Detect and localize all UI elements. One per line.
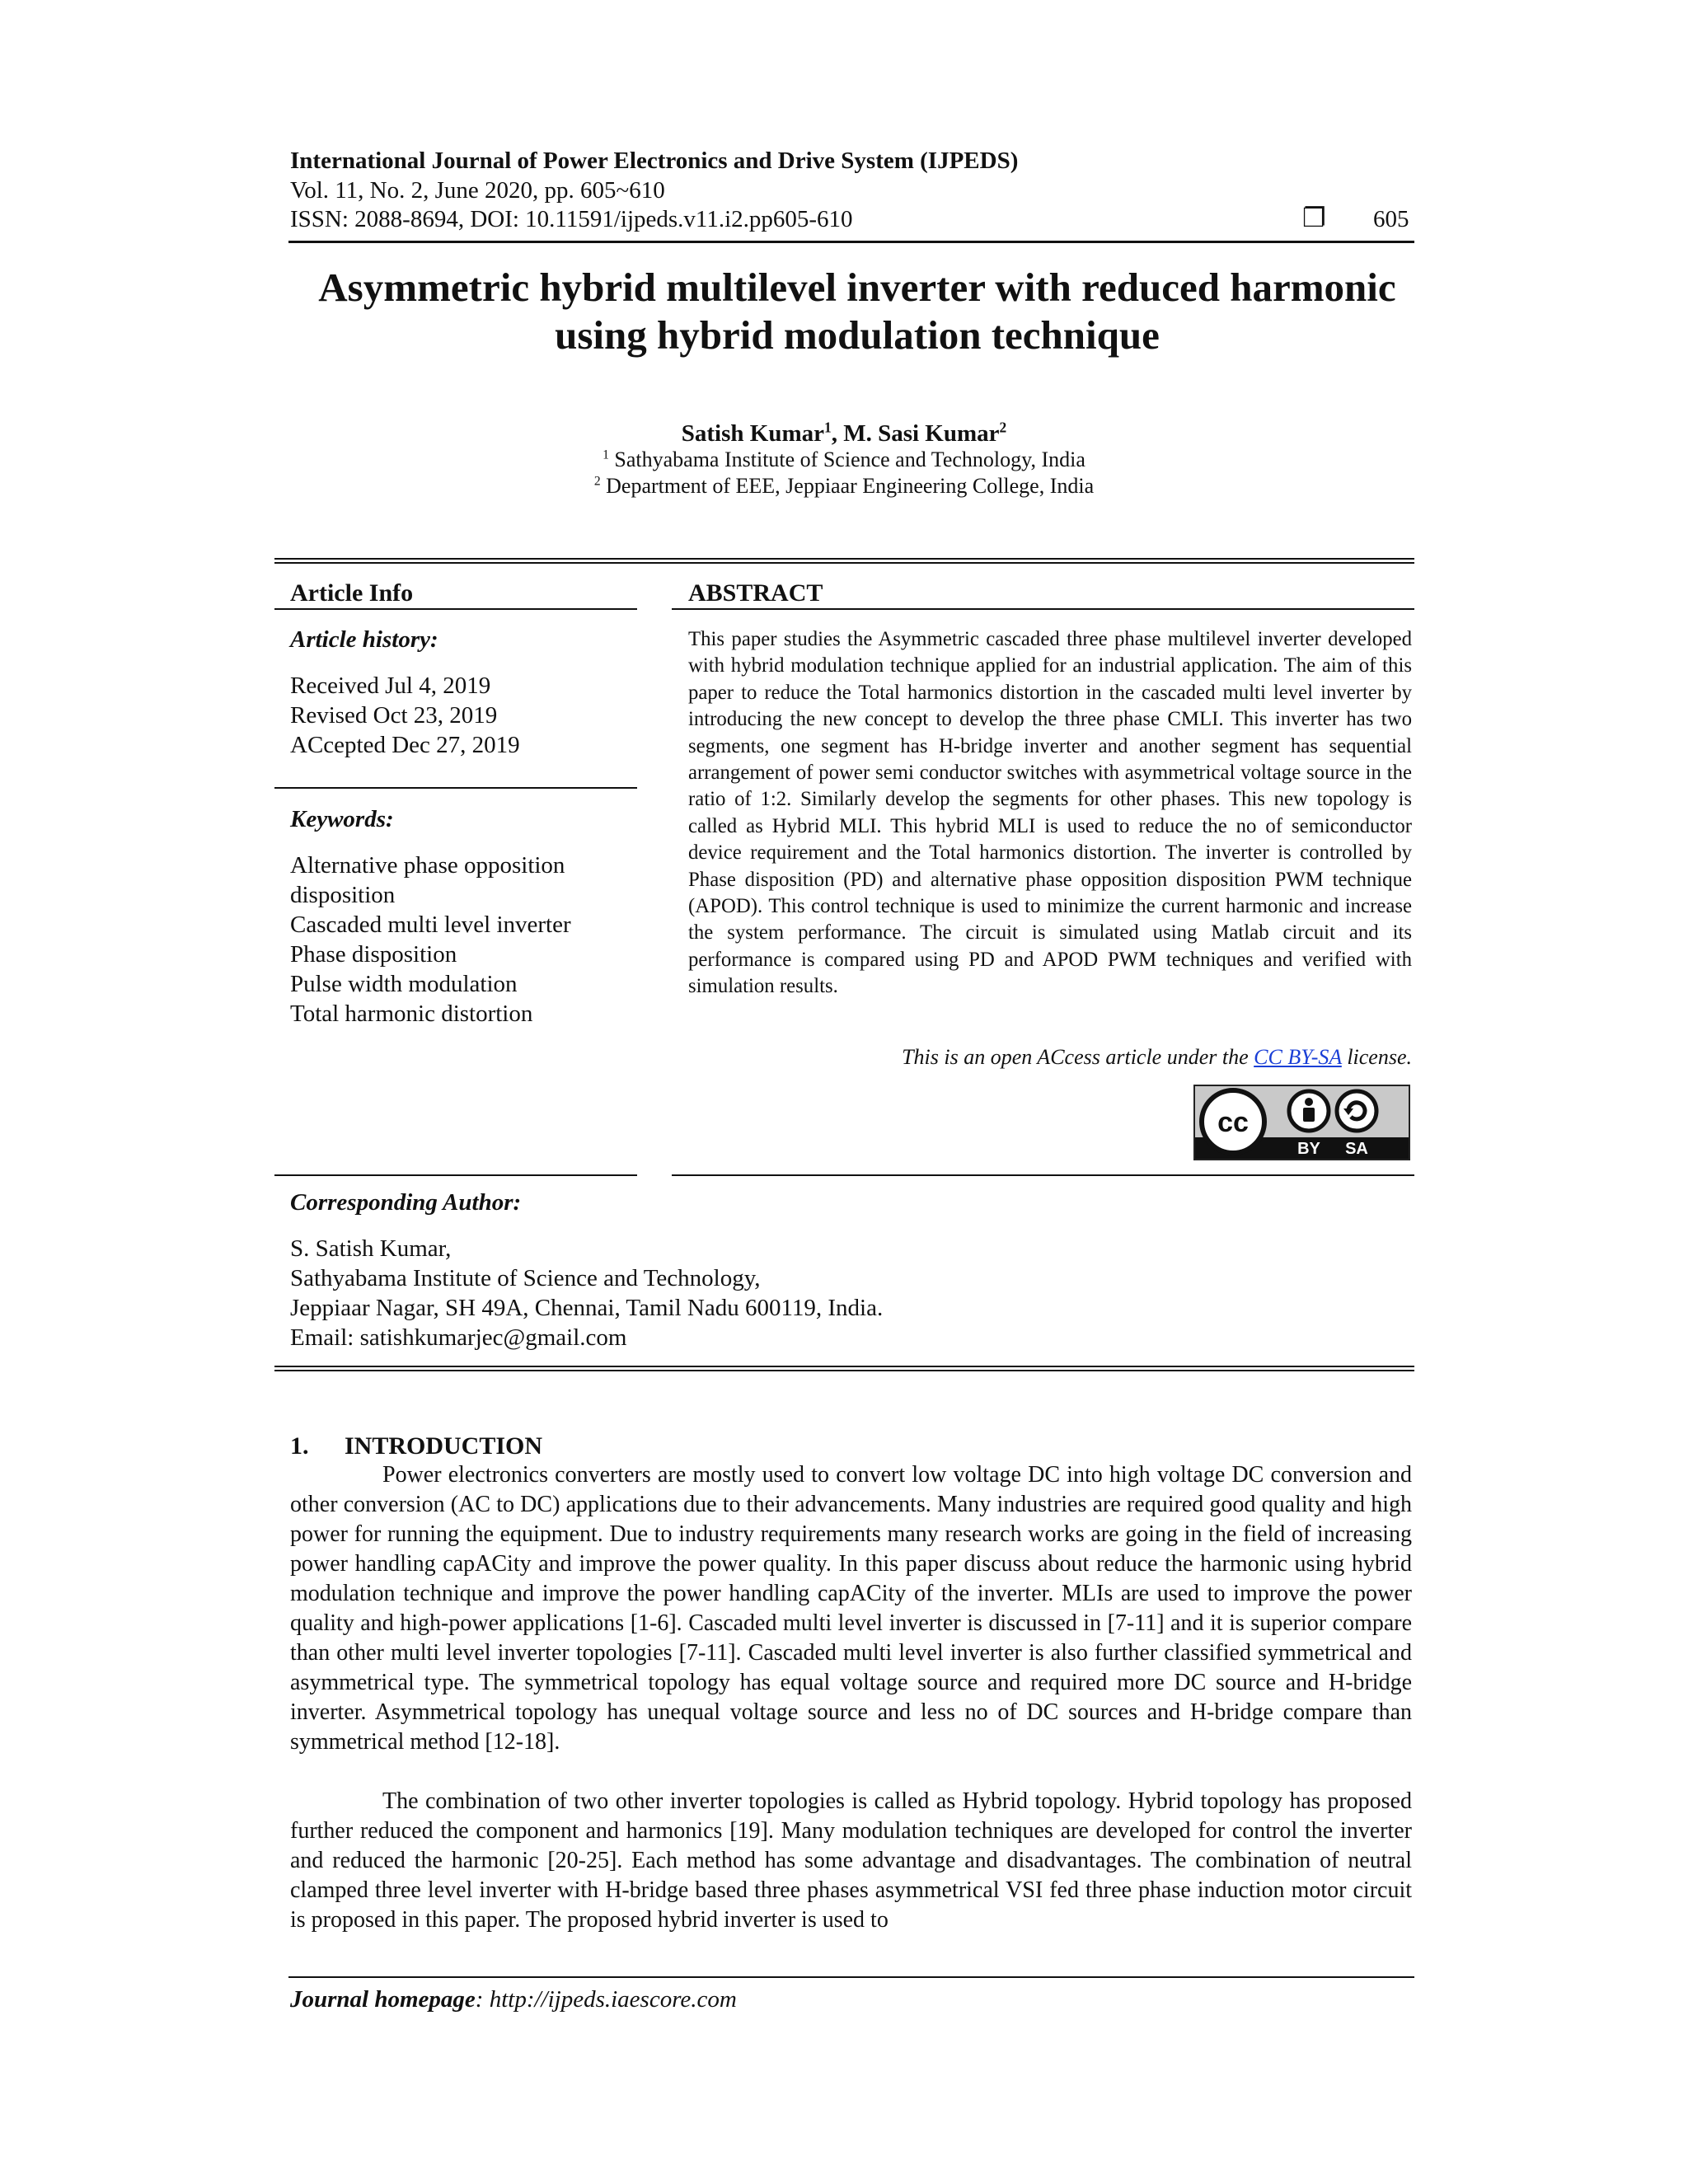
corresponding-address: Jeppiaar Nagar, SH 49A, Chennai, Tamil Nadu 600119, India. <box>290 1295 884 1321</box>
abstract-text: This paper studies the Asymmetric cascaded three phase multilevel inverter developed with hybrid modulation technique applied for an industrial application. The aim of this paper to reduce the Total harmonics distortion in the cascaded multi level inverter by introducing the new concept to develop the three phase CMLI. This inverter has two segments, one segment has H-bridge inverter and another segment has sequential arrangement of power semi conductor switches with asymmetrical voltage source in the ratio of 1:2. Similarly develop the segments for other phases. This new topology is called as Hybrid MLI. This hybrid MLI is used to reduce the no of semiconductor device requirement and the Total harmonics distortion. The inverter is controlled by Phase disposition (PD) and alternative phase opposition disposition PWM technique (APOD). This control technique is used to minimize the current harmonic and increase the system performance. The circuit is simulated using Matlab circuit and its performance is compared using PD and APOD PWM techniques and verified with simulation results. <box>688 628 1412 998</box>
corresponding-details <box>290 1234 883 1352</box>
paper-title: Asymmetric hybrid multilevel inverter with reduced harmonic using hybrid modulation technique <box>318 265 1396 358</box>
author-2: M. Sasi Kumar <box>843 420 1000 447</box>
cc-badge-graphic <box>1195 1086 1409 1159</box>
affiliation-2 <box>0 473 1688 499</box>
keyword-item: Total harmonic distortion <box>290 1001 533 1027</box>
affiliation-2-sup: 2 <box>593 474 601 489</box>
keyword-item: Alternative phase opposition <box>290 852 565 879</box>
author-separator: , <box>831 420 844 447</box>
corresponding-heading: Corresponding Author: <box>290 1189 522 1216</box>
header-rule <box>288 241 1414 243</box>
section-title: INTRODUCTION <box>345 1432 543 1460</box>
journal-homepage <box>290 1986 737 2013</box>
volume-line: Vol. 11, No. 2, June 2020, pp. 605~610 <box>290 177 665 204</box>
introduction-heading <box>290 1432 542 1460</box>
keyword-item: disposition <box>290 882 396 908</box>
license-link[interactable]: CC BY-SA <box>1254 1045 1342 1069</box>
intro-paragraph-2: The combination of two other inverter topologies is called as Hybrid topology. Hybrid topology has proposed further reduced the component and harmonics [19]. Many modulation techniques are developed for control the inverter and reduced the harmonic [20-25]. Each method has some advantage and disadvantages. The combination of neutral clamped three level inverter with H-bridge based three phases asymmetrical VSI fed three phase induction motor circuit is proposed in this paper. The proposed hybrid inverter is used to <box>290 1788 1412 1933</box>
abstract-heading: ABSTRACT <box>688 579 823 607</box>
cc-logo-text: cc <box>1217 1107 1249 1138</box>
badge-sa-label: SA <box>1345 1140 1368 1158</box>
corresponding-name: S. Satish Kumar, <box>290 1235 452 1262</box>
affiliation-1 <box>0 447 1688 473</box>
history-received: Received Jul 4, 2019 <box>290 673 491 699</box>
open-access-suffix: license. <box>1341 1045 1412 1069</box>
infobox-top-rule-2 <box>274 562 1414 564</box>
article-info-rule <box>274 608 637 610</box>
keywords-list <box>290 851 571 1029</box>
corresponding-email: Email: satishkumarjec@gmail.com <box>290 1324 627 1351</box>
footer-rule <box>288 1976 1414 1978</box>
affiliation-2-text: Department of EEE, Jeppiaar Engineering College, India <box>606 474 1095 498</box>
homepage-separator: : <box>475 1986 490 2013</box>
author-1: Satish Kumar <box>681 420 824 447</box>
corresponding-institution: Sathyabama Institute of Science and Technology, <box>290 1265 761 1291</box>
keyword-item: Cascaded multi level inverter <box>290 912 571 938</box>
history-list <box>290 671 520 760</box>
section-number: 1. <box>290 1432 309 1460</box>
badge-by-label: BY <box>1297 1140 1320 1158</box>
history-revised: Revised Oct 23, 2019 <box>290 702 498 729</box>
cc-by-sa-badge[interactable] <box>1193 1085 1410 1160</box>
homepage-label: Journal homepage <box>290 1986 476 2013</box>
article-info-bottom-rule <box>274 1174 637 1176</box>
box-icon: ❐ <box>1302 203 1326 232</box>
keyword-item: Phase disposition <box>290 941 457 968</box>
open-access-prefix: This is an open ACcess article under the <box>902 1045 1254 1069</box>
history-heading: Article history: <box>290 626 438 653</box>
author-2-sup: 2 <box>999 419 1007 436</box>
affiliation-1-text: Sathyabama Institute of Science and Technology, India <box>614 448 1085 471</box>
abstract-bottom-rule <box>672 1174 1414 1176</box>
homepage-url[interactable]: http://ijpeds.iaescore.com <box>489 1986 737 2013</box>
infobox-bottom-rule-2 <box>274 1370 1414 1371</box>
infobox-bottom-rule <box>274 1366 1414 1367</box>
keyword-item: Pulse width modulation <box>290 971 518 997</box>
history-rule <box>274 787 637 789</box>
authors <box>0 420 1688 448</box>
history-accepted: ACcepted Dec 27, 2019 <box>290 732 520 758</box>
open-access-line <box>688 1045 1412 1070</box>
share-alike-icon <box>1337 1091 1376 1131</box>
intro-paragraph-1: Power electronics converters are mostly used to convert low voltage DC into high voltage DC conversion and other conversion (AC to DC) applications due to their advancements. Many industries are required good quality and high power for running the equipment. Due to industry requirements many research works are going in the field of increasing power handling capACity and improve the power quality. In this paper discuss about reduce the harmonic using hybrid modulation technique and improve the power handling capACity of the inverter. MLIs are used to improve the power quality and high-power applications [1-6]. Cascaded multi level inverter is discussed in [7-11] and it is superior compare than other multi level inverter topologies [7-11]. Cascaded multi level inverter is also further classified symmetrical and asymmetrical type. The symmetrical topology has equal voltage source and required more DC source and H-bridge inverter. Asymmetrical topology has unequal voltage source and less no of DC sources and H-bridge compare than symmetrical method [12-18]. <box>290 1462 1412 1755</box>
journal-name: International Journal of Power Electronics and Drive System (IJPEDS) <box>290 148 1019 174</box>
article-info-heading: Article Info <box>290 579 414 607</box>
infobox-top-rule <box>274 558 1414 560</box>
author-1-sup: 1 <box>824 419 832 436</box>
keywords-heading: Keywords: <box>290 806 394 832</box>
page-number: 605 <box>1373 206 1409 232</box>
issn-line: ISSN: 2088-8694, DOI: 10.11591/ijpeds.v11.i2.pp605-610 <box>290 206 853 232</box>
abstract-rule <box>672 608 1414 610</box>
affiliation-1-sup: 1 <box>603 448 609 462</box>
